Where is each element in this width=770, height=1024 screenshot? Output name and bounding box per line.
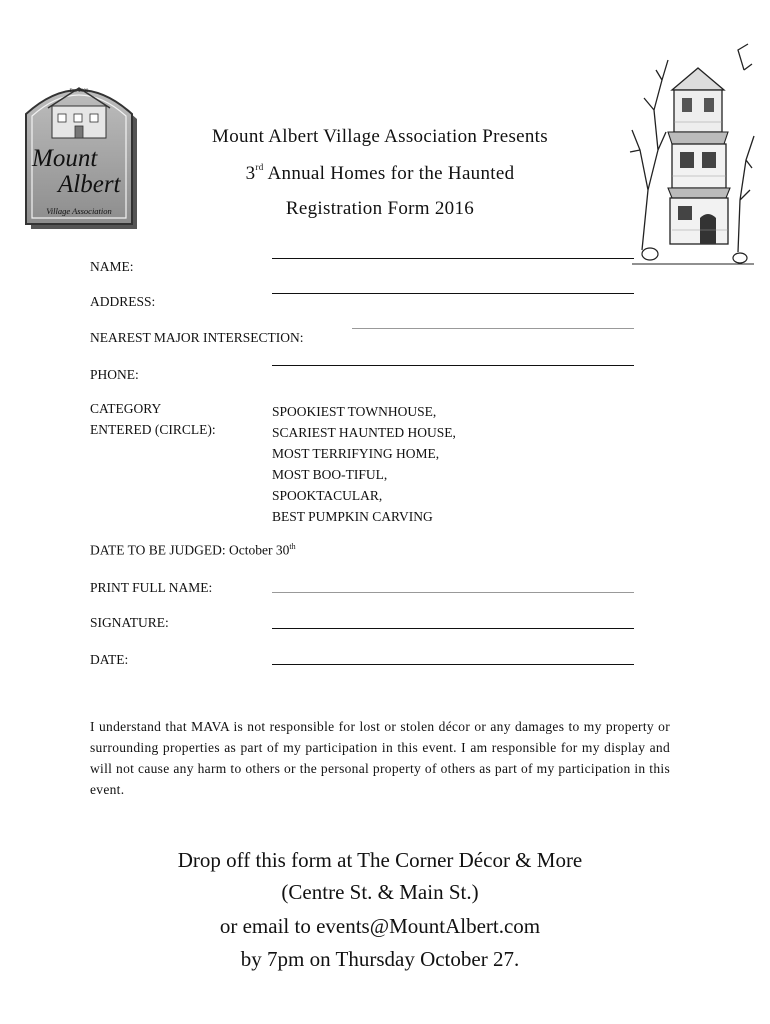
category-option[interactable]: SPOOKTACULAR,	[272, 488, 383, 503]
date-judged	[90, 542, 296, 559]
date-judged-label: DATE TO BE JUDGED:	[90, 542, 226, 558]
signature-label: SIGNATURE:	[90, 615, 169, 630]
category-label-2: ENTERED (CIRCLE):	[90, 422, 216, 437]
category-option[interactable]: SCARIEST HAUNTED HOUSE,	[272, 425, 456, 440]
phone-label: PHONE:	[90, 367, 139, 382]
date-field-line[interactable]	[272, 664, 634, 665]
dropoff-line-1: Drop off this form at The Corner Décor & More	[177, 848, 583, 872]
logo-est-text: Est. 2000	[69, 89, 89, 94]
intersection-label: NEAREST MAJOR INTERSECTION:	[90, 330, 304, 345]
logo-word-albert: Albert	[58, 171, 121, 198]
name-label: NAME:	[90, 259, 134, 274]
header-subtitle	[150, 162, 610, 185]
dropoff-line-2: (Centre St. & Main St.)	[281, 880, 479, 904]
dropoff-deadline: by 7pm on Thursday October 27.	[240, 947, 520, 971]
header-ordinal: 3	[245, 163, 256, 184]
phone-field-line[interactable]	[272, 365, 634, 366]
category-option[interactable]: BEST PUMPKIN CARVING	[272, 509, 433, 524]
category-option[interactable]: SPOOKIEST TOWNHOUSE,	[272, 404, 437, 419]
print-name-label: PRINT FULL NAME:	[90, 580, 213, 595]
address-field-line[interactable]	[272, 293, 634, 294]
category-option[interactable]: MOST TERRIFYING HOME,	[272, 446, 440, 461]
header-form-title: Registration Form 2016	[285, 198, 475, 219]
date-judged-value: October 30	[229, 542, 290, 558]
name-field-line[interactable]	[272, 258, 634, 259]
category-option[interactable]: MOST BOO-TIFUL,	[272, 467, 388, 482]
header-title: Mount Albert Village Association Presents	[212, 126, 548, 147]
logo-word-association: Village Association	[46, 206, 112, 216]
header-event-name: Annual Homes for the Haunted	[263, 163, 515, 184]
mount-albert-logo	[22, 76, 140, 234]
print-name-field-line[interactable]	[272, 592, 634, 593]
dropoff-email-line[interactable]: or email to events@MountAlbert.com	[219, 914, 541, 938]
category-list	[272, 401, 456, 527]
intersection-field-line[interactable]	[352, 328, 634, 329]
date-judged-suffix: th	[289, 542, 296, 551]
category-label-1: CATEGORY	[90, 401, 162, 416]
date-label: DATE:	[90, 652, 129, 667]
haunted-house-illustration	[628, 40, 756, 268]
disclaimer-paragraph: I understand that MAVA is not responsible for lost or stolen décor or any damages to my property or surrounding properties as part of my participation in this event. I am responsible for my display and will not cause any harm to others or the personal property of others as part of my participation in this event.	[90, 719, 670, 797]
logo-word-mount: Mount	[32, 145, 98, 172]
header-ordinal-suffix: rd	[255, 162, 264, 172]
address-label: ADDRESS:	[90, 294, 156, 309]
signature-field-line[interactable]	[272, 628, 634, 629]
